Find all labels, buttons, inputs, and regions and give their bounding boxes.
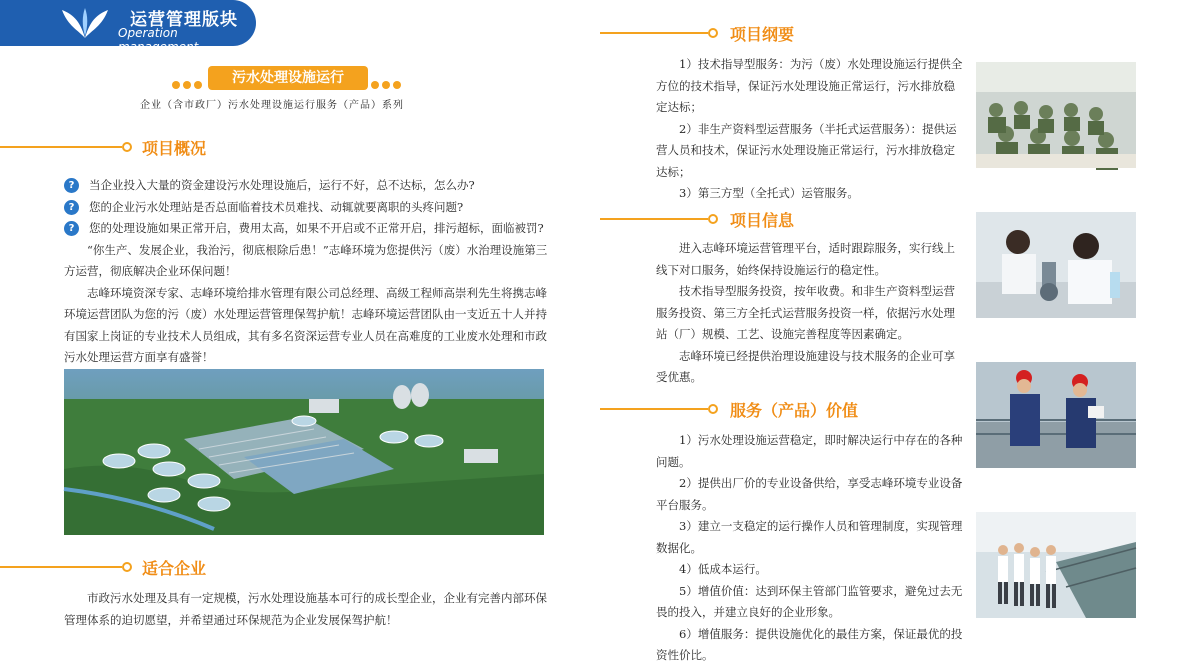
question-icon: ? <box>64 178 79 193</box>
banner-dots-left <box>172 74 205 93</box>
question-text: 您的处理设施如果正常开启，费用太高，如果不开启或不正常开启，排污超标，面临被罚? <box>89 221 544 235</box>
question-text: 您的企业污水处理站是否总面临着技术员难找、动辄就要离职的头疼问题? <box>89 199 464 214</box>
plant-aerial-image <box>64 369 544 535</box>
question-text: 当企业投入大量的资金建设污水处理设施后，运行不好，总不达标，怎么办? <box>89 178 475 192</box>
site-inspection-photo <box>976 362 1136 468</box>
info-heading: 项目信息 <box>730 211 795 230</box>
info-paragraph: 志峰环境已经提供治理设施建设与技术服务的企业可享受优惠。 <box>656 348 955 384</box>
outline-item: 2）非生产资料型运营服务（半托式运营服务）：提供运营人员和技术，保证污水处理设施正常运行，污水排放稳定达标； <box>656 121 957 179</box>
outline-heading: 项目纲要 <box>730 25 795 44</box>
value-item: 4）低成本运行。 <box>679 562 767 576</box>
suitable-text: 市政污水处理及具有一定规模，污水处理设施基本可行的成长型企业，企业有完善内部环保管理体系的迫切愿望，并希望通过环保规范为企业发展保驾护航！ <box>64 591 547 627</box>
info-block <box>656 238 964 389</box>
question-icon: ? <box>64 200 79 215</box>
value-item: 2）提供出厂价的专业设备供给，享受志峰环境专业设备平台服务。 <box>656 476 963 512</box>
section-header-overview <box>0 136 230 158</box>
outline-block <box>656 54 964 205</box>
value-item: 3）建立一支稳定的运行操作人员和管理制度，实现管理数据化。 <box>656 519 963 555</box>
question-item <box>64 218 548 240</box>
suitable-heading: 适合企业 <box>142 559 207 578</box>
question-item <box>64 175 548 197</box>
overview-heading: 项目概况 <box>142 139 207 158</box>
value-item: 6）增值服务：提供设施优化的最佳方案，保证最优的投资性价比。 <box>656 626 963 662</box>
info-paragraph: 进入志峰环境运营管理平台，适时跟踪服务，实行线上线下对口服务，始终保持设施运行的稳定性。 <box>656 241 955 277</box>
section-header-value <box>600 398 880 420</box>
value-item: 1）污水处理设施运营稳定，即时解决运行中存在的各种问题。 <box>656 433 963 469</box>
outline-item: 1）技术指导型服务：为污（废）水处理设施运行提供全方位的技术指导，保证污水处理设施正常运行，污水排放稳定达标； <box>656 57 963 114</box>
question-icon: ? <box>64 221 79 236</box>
overview-block <box>64 175 548 369</box>
main-banner <box>172 66 404 90</box>
banner-title: 污水处理设施运行 <box>208 66 368 90</box>
banner-subtitle: 企业（含市政厂）污水处理设施运行服务（产品）系列 <box>140 100 404 111</box>
overview-paragraph: “你生产、发展企业，我治污，彻底根除后患！”志峰环境为您提供污（废）水治理设施第三方运营，彻底解决企业环保问题！ <box>64 242 548 278</box>
overview-paragraph: 志峰环境资深专家、志峰环境给排水管理有限公司总经理、高级工程师高崇利先生将携志峰环境运营团队为您的污（废）水处理运营管理保驾护航！志峰环境运营团队由一支近五十人并持有国家上岗证的专业技术人员组成，其有多名资深运营专业人员在高难度的工业废水处理和市政污水处理运营方面享有盛誉！ <box>64 285 547 364</box>
badge-title-en: Operation management <box>118 26 199 54</box>
training-class-photo <box>976 62 1136 168</box>
badge-title-zh: 运营管理版块 <box>130 10 238 30</box>
section-badge <box>0 0 256 54</box>
banner-dots-right <box>371 74 404 93</box>
section-header-outline <box>600 22 820 44</box>
suitable-block <box>64 588 548 631</box>
leaf-logo-icon <box>60 6 110 40</box>
section-header-info <box>600 208 820 230</box>
section-header-suitable <box>0 556 230 578</box>
outline-item: 3）第三方型（全托式）运管服务。 <box>679 186 859 200</box>
value-block <box>656 430 964 667</box>
info-paragraph: 技术指导型服务投资，按年收费。和非生产资料型运营服务投资、第三方全托式运营服务投资一样，依据污水处理站（厂）规模、工艺、设施完善程度等因素确定。 <box>656 284 955 341</box>
laboratory-photo <box>976 212 1136 318</box>
value-heading: 服务（产品）价值 <box>730 401 859 420</box>
value-item: 5）增值价值：达到环保主管部门监管要求，避免过去无畏的投入，并建立良好的企业形象。 <box>656 583 963 619</box>
plant-visit-photo <box>976 512 1136 618</box>
question-item <box>64 197 548 219</box>
